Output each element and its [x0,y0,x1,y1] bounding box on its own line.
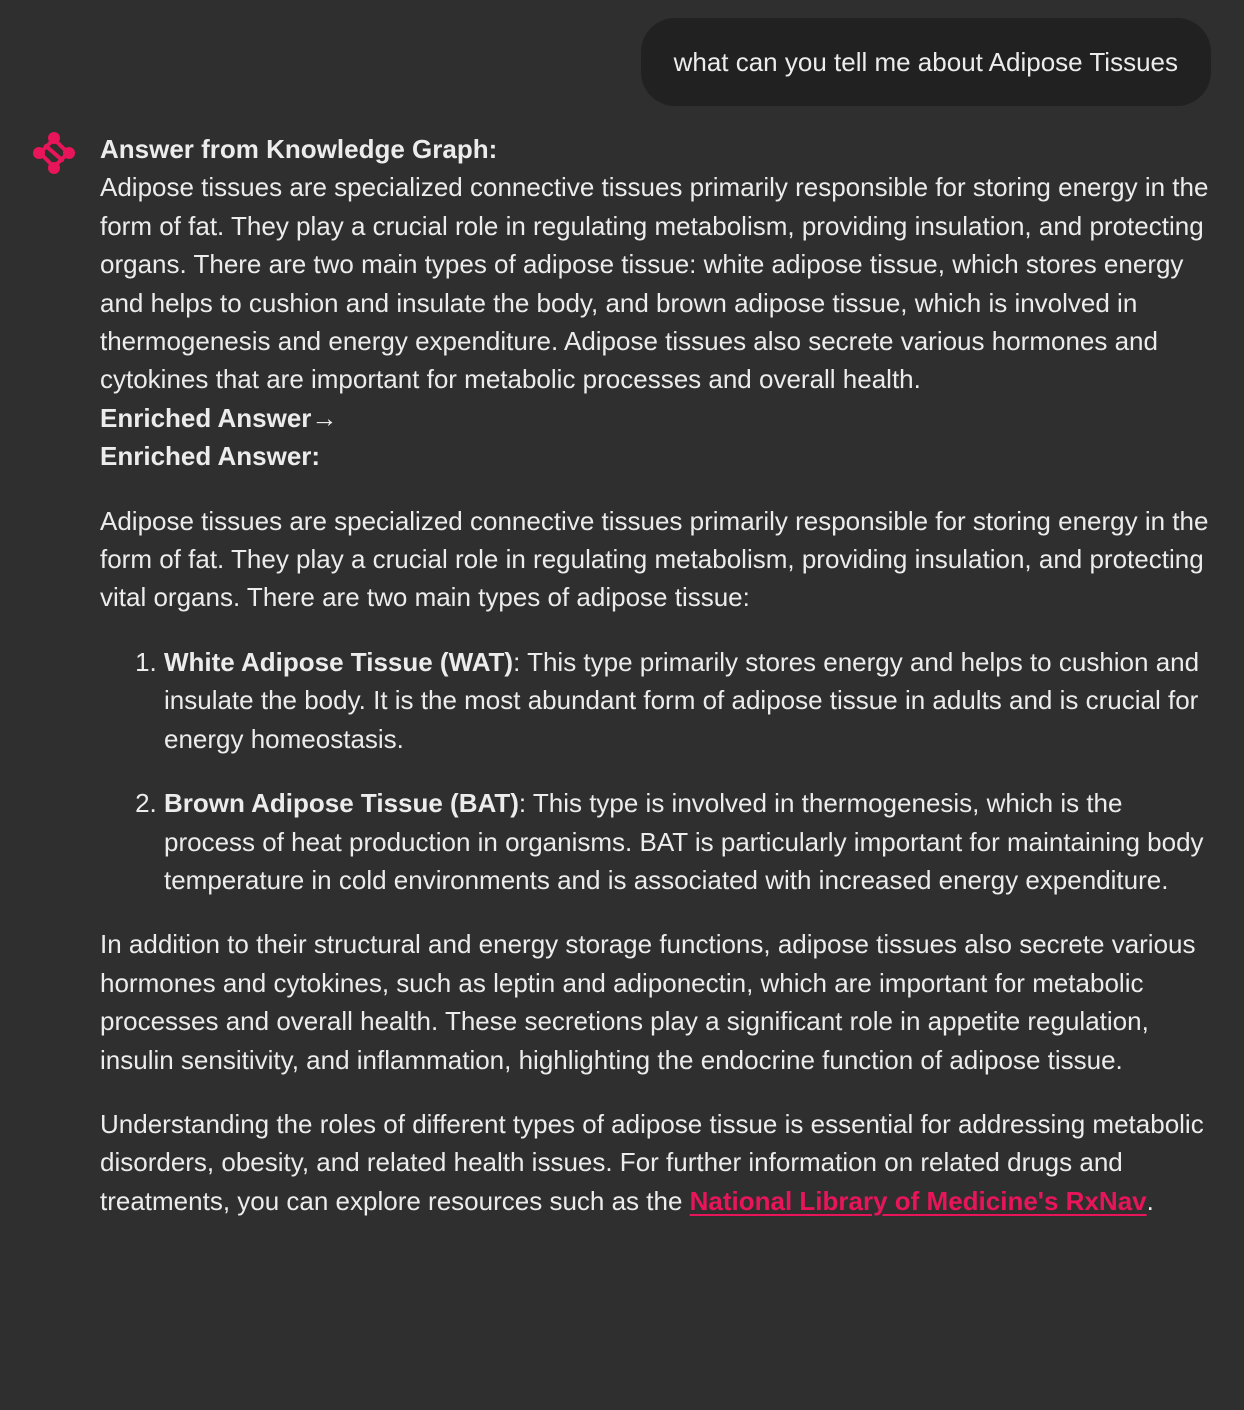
list-item-description: : This type is involved in thermogenesis, which is the process of heat production in organisms. BAT is particularly important for maintaining body temperature in cold environments and is associated with increased energy expenditure. [164,788,1204,895]
assistant-message [100,130,1212,1220]
closing-suffix: . [1146,1185,1154,1216]
knowledge-graph-logo-icon [32,131,76,175]
closing-paragraph [100,1105,1212,1220]
kg-answer-label: Answer from Knowledge Graph: [100,134,498,164]
enriched-intro-paragraph: Adipose tissues are specialized connective tissues primarily responsible for storing energy in the form of fat. They play a crucial role in regulating metabolism, providing insulation, and protecting vital organs. There are two main types of adipose tissue: [100,505,1209,613]
list-item-term: White Adipose Tissue (WAT) [164,646,514,677]
kg-answer-text: Adipose tissues are specialized connective tissues primarily responsible for storing energy in the form of fat. They play a crucial role in regulating metabolism, providing insulation, and protecting organs. There are two main types of adipose tissue: white adipose tissue, which stores energy and helps to cushion and insulate the body, and brown adipose tissue, which is involved in thermogenesis and energy expenditure. Adipose tissues also secrete various hormones and cytokines that are important for metabolic processes and overall health. [100,172,1209,395]
kg-answer-block [100,130,1212,399]
closing-text: Understanding the roles of different types of adipose tissue is essential for addressing metabolic disorders, obesity, and related health issues. For further information on related drugs and treatments, you can explore resources such as the [100,1108,1204,1216]
list-item [164,784,1212,899]
list-item-term: Brown Adipose Tissue (BAT) [164,788,519,819]
list-item [164,643,1212,758]
rxnav-link[interactable]: National Library of Medicine's RxNav [689,1185,1147,1216]
secretion-paragraph: In addition to their structural and energy storage functions, adipose tissues also secrete various hormones and cytokines, such as leptin and adiponectin, which are important for metabolic processes and overall health. These secretions play a significant role in appetite regulation, insulin sensitivity, and inflammation, highlighting the endocrine function of adipose tissue. [100,929,1196,1075]
enriched-answer-link[interactable]: Enriched Answer→ [100,402,338,433]
user-message-bubble: what can you tell me about Adipose Tissues [641,18,1211,106]
enriched-answer-heading: Enriched Answer: [100,441,321,472]
user-message-row [641,18,1211,106]
adipose-types-list [100,643,1212,899]
list-item-description: : This type primarily stores energy and helps to cushion and insulate the body. It is the most abundant form of adipose tissue in adults and is crucial for energy homeostasis. [164,646,1200,754]
